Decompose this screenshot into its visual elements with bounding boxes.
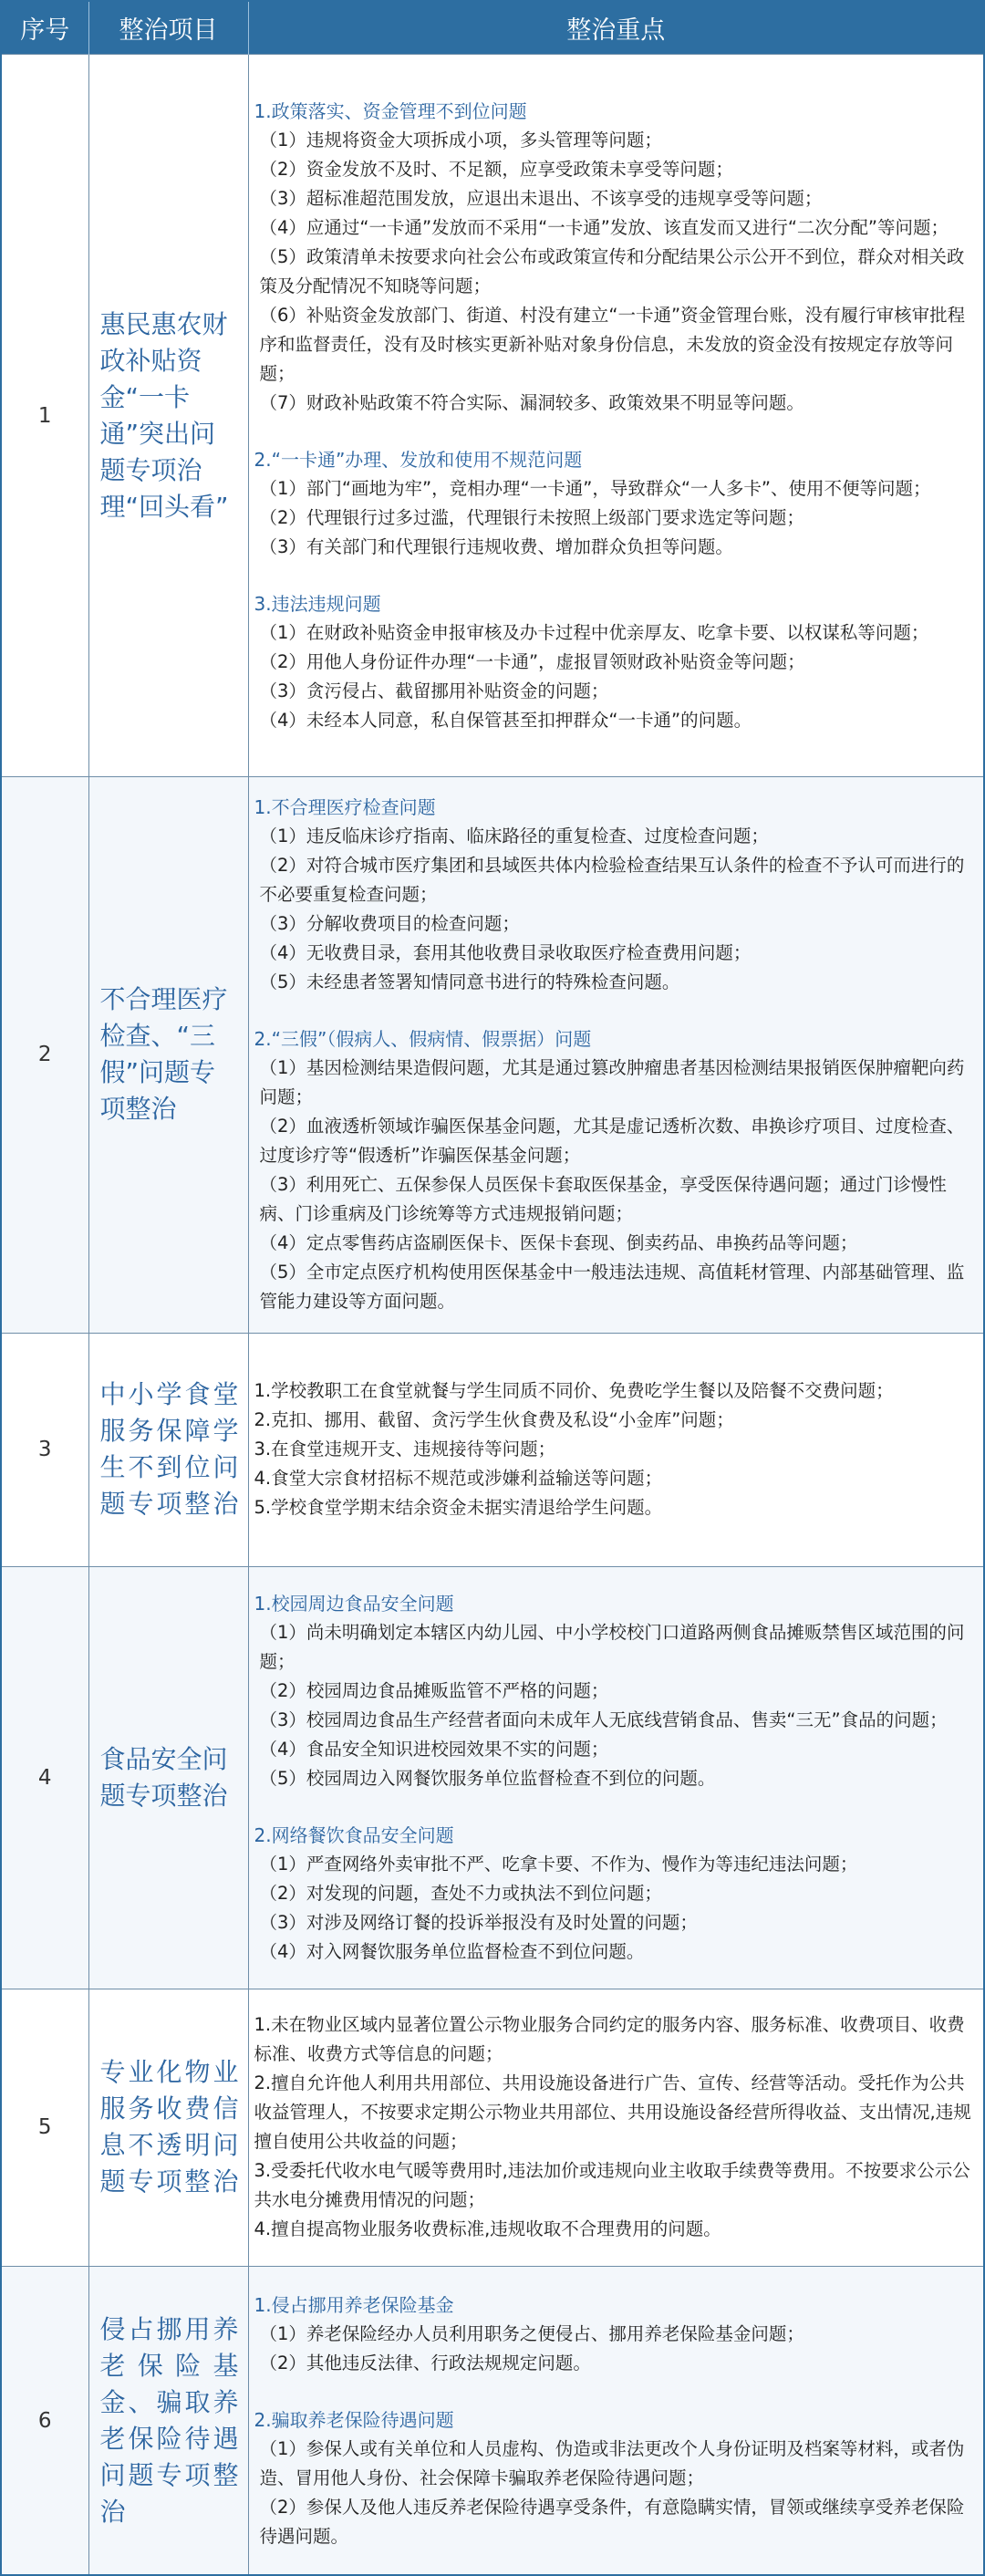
focus-item: （1）基因检测结果造假问题，尤其是通过篡改肿瘤患者基因检测结果报销医保肿瘤靶向药问题； (259, 1057, 965, 1108)
project-name: 食品安全问题专项整治 (88, 1566, 248, 1989)
focus-item: （3）贪污侵占、截留挪用补贴资金的问题； (259, 680, 609, 701)
focus-item: （6）补贴资金发放部门、街道、村没有建立“一卡通”资金管理台账，没有履行审核审批程序和监督责任，没有及时核实更新补贴对象身份信息，未发放的资金没有按规定存放等问题； (259, 304, 966, 384)
section-title: 1.政策落实、资金管理不到位问题 (254, 99, 527, 122)
focus-item: （1）参保人或有关单位和人员虚构、伪造或非法更改个人身份证明及档案等材料，或者伪造、冒用他人身份、社会保障卡骗取养老保险待遇问题； (259, 2437, 965, 2488)
focus-item: 3.受委托代收水电气暖等费用时,违法加价或违规向业主收取手续费等费用。不按要求公示公共水电分摊费用情况的问题； (254, 2160, 970, 2211)
focus-item: 5.学校食堂学期末结余资金未据实清退给学生问题。 (254, 1497, 663, 1519)
focus-item: （3）分解收费项目的检查问题； (259, 913, 520, 935)
row-number: 2 (2, 777, 88, 1333)
focus-item: 1.未在物业区域内显著位置公示物业服务合同约定的服务内容、服务标准、收费项目、收费标准、收费方式等信息的问题； (254, 2014, 965, 2065)
focus-item: （3）对涉及网络订餐的投诉举报没有及时处置的问题； (259, 1911, 698, 1933)
table-row (2, 1333, 983, 1566)
focus-cell (248, 1989, 983, 2267)
focus-item: （4）食品安全知识进校园效果不实的问题； (259, 1738, 609, 1760)
focus-item: （3）校园周边食品生产经营者面向未成年人无底线营销食品、售卖“三无”食品的问题； (259, 1709, 948, 1730)
focus-section (254, 1821, 977, 1967)
focus-item: （4）未经本人同意，私自保管甚至扣押群众“一卡通”的问题。 (259, 709, 752, 731)
header-focus: 整治重点 (248, 2, 983, 55)
focus-item: （1）违反临床诊疗指南、临床路径的重复检查、过度检查问题； (259, 826, 769, 847)
row-number: 3 (2, 1333, 88, 1566)
focus-item: （4）对入网餐饮服务单位监督检查不到位问题。 (259, 1940, 645, 1962)
project-name: 侵占挪用养老保险基金、骗取养老保险待遇问题专项整治 (88, 2267, 248, 2574)
focus-section (254, 2010, 977, 2244)
focus-section (254, 97, 977, 418)
section-title: 3.违法违规问题 (254, 592, 381, 615)
focus-cell (248, 777, 983, 1333)
focus-section (254, 1376, 977, 1522)
table-row (2, 1989, 983, 2267)
rectification-table (2, 2, 983, 2574)
focus-cell (248, 2267, 983, 2574)
project-name: 惠民惠农财政补贴资金“一卡通”突出问题专项治理“回头看” (88, 55, 248, 777)
project-name: 中小学食堂服务保障学生不到位问题专项整治 (88, 1333, 248, 1566)
focus-item: （3）超标准超范围发放，应退出未退出、不该享受的违规享受等问题； (259, 187, 823, 209)
focus-item: （5）全市定点医疗机构使用医保基金中一般违法违规、高值耗材管理、内部基础管理、监管能力建设等方面问题。 (259, 1262, 965, 1313)
focus-section (254, 2290, 977, 2378)
table-header-row (2, 2, 983, 55)
focus-item: （3）利用死亡、五保参保人员医保卡套取医保基金，享受医保待遇问题；通过门诊慢性病、门诊重病及门诊统筹等方式违规报销问题； (259, 1174, 947, 1225)
project-name: 不合理医疗检查、“三假”问题专项整治 (88, 777, 248, 1333)
focus-item: （1）尚未明确划定本辖区内幼儿园、中小学校校门口道路两侧食品摊贩禁售区域范围的问题； (259, 1621, 965, 1672)
focus-section (254, 793, 977, 997)
focus-item: （4）无收费目录，套用其他收费目录收取医疗检查费用问题； (259, 942, 752, 964)
focus-item: （2）对发现的问题，查处不力或执法不到位问题； (259, 1882, 662, 1904)
focus-section (254, 2405, 977, 2551)
section-title: 2.“三假”（假病人、假病情、假票据）问题 (254, 1028, 592, 1051)
table-row (2, 1566, 983, 1989)
section-title: 2.“一卡通”办理、发放和使用不规范问题 (254, 448, 583, 471)
focus-item: （5）校园周边入网餐饮服务单位监督检查不到位的问题。 (259, 1767, 716, 1789)
focus-item: 3.在食堂违规开支、违规接待等问题； (254, 1439, 556, 1460)
focus-item: （2）用他人身份证件办理“一卡通”，虚报冒领财政补贴资金等问题； (259, 650, 805, 672)
focus-section (254, 589, 977, 735)
row-number: 6 (2, 2267, 88, 2574)
focus-item: （1）违规将资金大项拆成小项，多头管理等问题； (259, 129, 662, 151)
project-name: 专业化物业服务收费信息不透明问题专项整治 (88, 1989, 248, 2267)
focus-item: 2.克扣、挪用、截留、贪污学生伙食费及私设“小金库”问题； (254, 1409, 734, 1431)
header-project: 整治项目 (88, 2, 248, 55)
focus-item: 4.食堂大宗食材招标不规范或涉嫌利益输送等问题； (254, 1468, 663, 1490)
focus-item: （2）对符合城市医疗集团和县域医共体内检验检查结果互认条件的检查不予认可而进行的不必要重复检查问题； (259, 855, 965, 906)
focus-item: 1.学校教职工在食堂就餐与学生同质不同价、免费吃学生餐以及陪餐不交费问题； (254, 1380, 894, 1402)
section-title: 1.不合理医疗检查问题 (254, 796, 436, 819)
focus-cell (248, 1333, 983, 1566)
focus-item: （2）血液透析领域诈骗医保基金问题，尤其是虚记透析次数、串换诊疗项目、过度检查、过度诊疗等“假透析”诈骗医保基金问题； (259, 1116, 965, 1167)
focus-cell (248, 1566, 983, 1989)
table-body (2, 55, 983, 2575)
focus-item: （7）财政补贴政策不符合实际、漏洞较多、政策效果不明显等问题。 (259, 391, 804, 413)
focus-item: 4.擅自提高物业服务收费标准,违规收取不合理费用的问题。 (254, 2218, 721, 2240)
section-title: 1.侵占挪用养老保险基金 (254, 2293, 454, 2316)
section-title: 1.校园周边食品安全问题 (254, 1592, 454, 1615)
focus-item: （4）应通过“一卡通”发放而不采用“一卡通”发放、该直发而又进行“二次分配”等问题； (259, 216, 949, 238)
focus-item: （3）有关部门和代理银行违规收费、增加群众负担等问题。 (259, 535, 733, 557)
focus-item: （1）养老保险经办人员利用职务之便侵占、挪用养老保险基金问题； (259, 2322, 804, 2344)
row-number: 5 (2, 1989, 88, 2267)
section-title: 2.网络餐饮食品安全问题 (254, 1823, 454, 1846)
focus-item: 2.擅自允许他人利用共用部位、共用设施设备进行广告、宣传、经营等活动。受托作为公共收益管理人，不按要求定期公示物业共用部位、共用设施设备经营所得收益、支出情况,违规擅自使用公共收益的问题； (254, 2072, 971, 2153)
focus-section (254, 445, 977, 562)
section-title: 2.骗取养老保险待遇问题 (254, 2408, 454, 2431)
focus-item: （2）代理银行过多过滥，代理银行未按照上级部门要求选定等问题； (259, 506, 804, 528)
row-number: 1 (2, 55, 88, 777)
focus-section (254, 1589, 977, 1793)
focus-item: （1）部门“画地为牢”，竞相办理“一卡通”，导致群众“一人多卡”、使用不便等问题； (259, 477, 931, 499)
focus-item: （5）政策清单未按要求向社会公布或政策宣传和分配结果公示公开不到位，群众对相关政策及分配情况不知晓等问题； (259, 245, 965, 296)
header-number: 序号 (2, 2, 88, 55)
row-number: 4 (2, 1566, 88, 1989)
focus-item: （1）在财政补贴资金申报审核及办卡过程中优亲厚友、吃拿卡要、以权谋私等问题； (259, 621, 929, 643)
table-row (2, 55, 983, 777)
focus-item: （5）未经患者签署知情同意书进行的特殊检查问题。 (259, 971, 680, 993)
focus-item: （2）参保人及他人违反养老保险待遇享受条件，有意隐瞒实情，冒领或继续享受养老保险待遇问题。 (259, 2496, 965, 2547)
table-row (2, 2267, 983, 2574)
focus-item: （2）其他违反法律、行政法规规定问题。 (259, 2352, 591, 2373)
focus-item: （4）定点零售药店盗刷医保卡、医保卡套现、倒卖药品、串换药品等问题； (259, 1232, 858, 1254)
focus-section (254, 1024, 977, 1316)
focus-item: （2）校园周边食品摊贩监管不严格的问题； (259, 1679, 609, 1701)
focus-item: （2）资金发放不及时、不足额，应享受政策未享受等问题； (259, 158, 733, 180)
focus-item: （1）严查网络外卖审批不严、吃拿卡要、不作为、慢作为等违纪违法问题； (259, 1853, 858, 1875)
table-row (2, 777, 983, 1333)
focus-cell (248, 55, 983, 777)
